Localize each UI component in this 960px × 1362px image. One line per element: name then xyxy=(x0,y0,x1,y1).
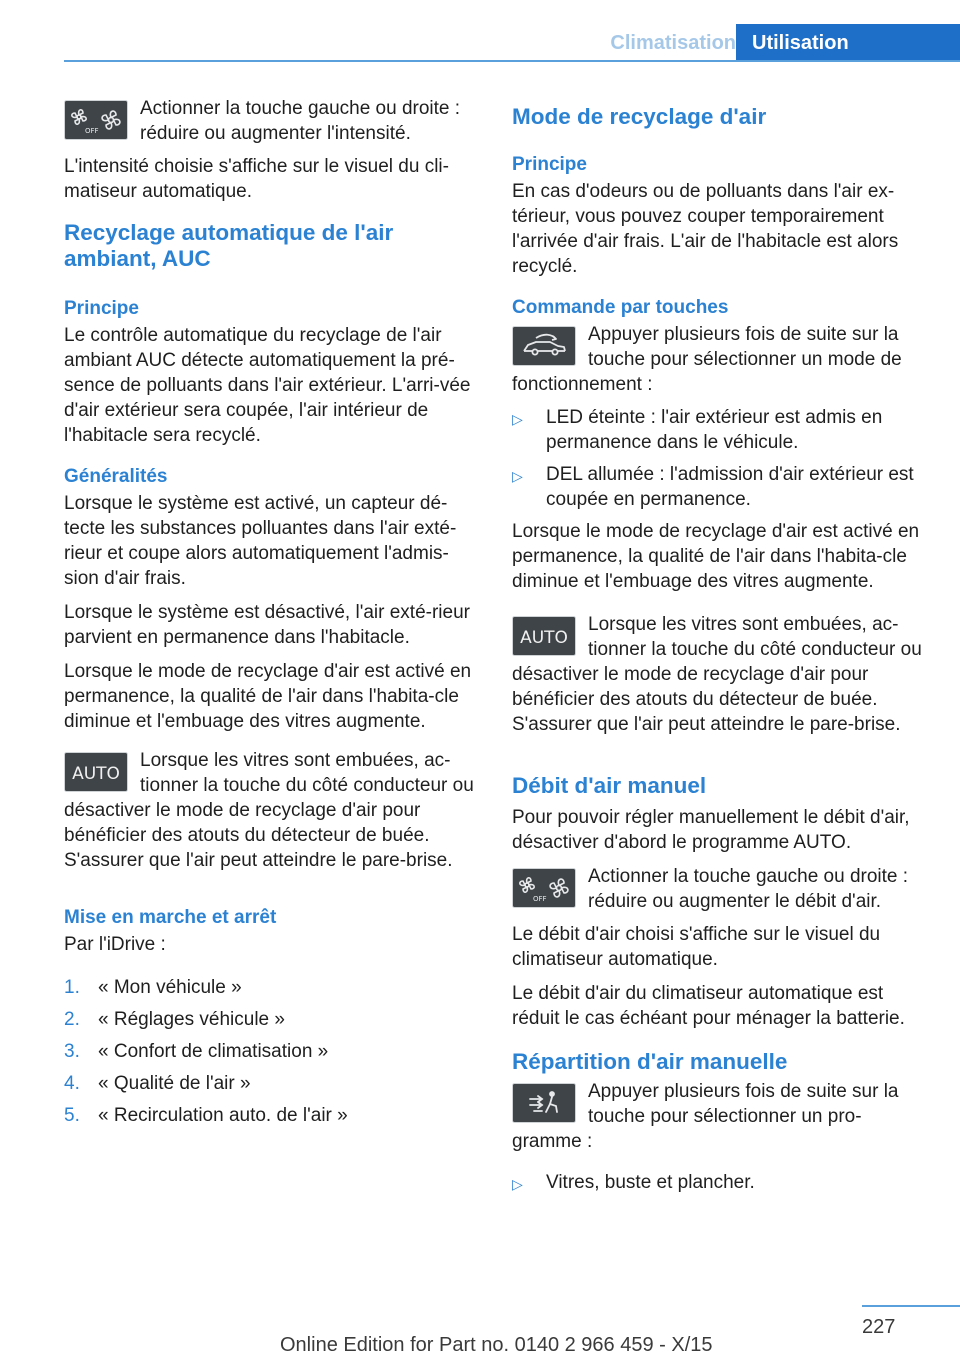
svg-text:OFF: OFF xyxy=(533,895,547,903)
manual-airflow-text: Pour pouvoir régler manuellement le débit d'air, désactiver d'abord le programme AUTO. xyxy=(512,807,910,853)
air-distribution-button-icon xyxy=(512,1083,576,1123)
manual-distribution-heading: Répartition d'air manuelle xyxy=(512,1049,788,1074)
auc-principe-heading: Principe xyxy=(64,298,139,319)
svg-text:OFF: OFF xyxy=(85,127,99,135)
generalites-heading: Généralités xyxy=(64,466,168,487)
commande-heading: Commande par touches xyxy=(512,297,729,318)
left-column xyxy=(64,96,476,1135)
fan-airflow-text: Actionner la touche gauche ou droite : réduire ou augmenter le débit d'air. xyxy=(588,866,909,912)
fan-intensity-text: Actionner la touche gauche ou droite : réduire ou augmenter l'intensité. xyxy=(140,98,461,144)
auc-principe-text: Le contrôle automatique du recyclage de l'air ambiant AUC détecte automatiquement la pré-sence de polluants dans l'air extérieur. L'arri-vée d'air extérieur sera coupée, l'air intérieur de l'habitacle sera recyclé. xyxy=(64,325,471,446)
triangle-bullet-icon: ▷ xyxy=(512,411,523,427)
distribution-program-list xyxy=(512,1170,924,1195)
triangle-bullet-icon: ▷ xyxy=(512,1176,523,1192)
svg-text:AUTO: AUTO xyxy=(520,628,568,648)
auto-button-icon xyxy=(64,752,128,792)
led-state-list xyxy=(512,405,924,512)
idrive-steps-list xyxy=(64,975,476,1128)
header-section-title: Climatisation xyxy=(610,32,736,54)
fan-intensity-block xyxy=(64,96,476,146)
auto-button-block-left xyxy=(64,748,476,873)
recycling-principe-text: En cas d'odeurs ou de polluants dans l'air ex-térieur, vous pouvez couper temporairement l'arrivée d'air frais. L'air de l'habitacle est alors recyclé. xyxy=(512,181,899,277)
idrive-intro-text: Par l'iDrive : xyxy=(64,934,166,955)
svg-text:AUTO: AUTO xyxy=(72,764,120,784)
recycling-principe-heading: Principe xyxy=(512,154,587,175)
recycling-mode-heading: Mode de recyclage d'air xyxy=(512,104,767,129)
idrive-step: 2. « Réglages véhicule » xyxy=(64,1009,285,1030)
recirculation-instruction-text: Appuyer plusieurs fois de suite sur la touche pour sélectionner un mode de fonctionnement : xyxy=(512,324,902,395)
manual-airflow-heading: Débit d'air manuel xyxy=(512,773,707,798)
airflow-display-text: Le débit d'air choisi s'affiche sur le visuel du climatiseur automatique. xyxy=(512,924,881,970)
auto-fogged-windows-text: Lorsque les vitres sont embuées, ac-tionner la touche du côté conducteur ou désactiver le mode de recyclage d'air pour bénéficier des atouts du détecteur de buée. S'assurer que l'air peut atteindre le pare-brise. xyxy=(64,750,474,871)
fan-speed-button-icon xyxy=(64,100,128,140)
fan-airflow-block xyxy=(512,864,924,914)
recirculation-button-icon xyxy=(512,326,576,366)
fan-speed-button-icon xyxy=(512,868,576,908)
auto-button-block-right xyxy=(512,612,924,737)
idrive-step: 3. « Confort de climatisation » xyxy=(64,1041,329,1062)
edition-footer: Online Edition for Part no. 0140 2 966 459 - X/15 xyxy=(280,1334,713,1356)
intensity-display-text: L'intensité choisie s'affiche sur le visuel du cli-matiseur automatique. xyxy=(64,156,449,202)
marche-arret-heading: Mise en marche et arrêt xyxy=(64,907,277,928)
led-state-item: ▷ LED éteinte : l'air extérieur est admis en permanence dans le véhicule. xyxy=(512,407,883,453)
auto-fogged-windows-text-right: Lorsque les vitres sont embuées, ac-tionner la touche du côté conducteur ou désactiver le mode de recyclage d'air pour bénéficier des atouts du détecteur de buée. S'assurer que l'air peut atteindre le pare-brise. xyxy=(512,614,922,735)
header-rule xyxy=(64,60,960,62)
page-number: 227 xyxy=(862,1316,896,1338)
auto-button-icon xyxy=(512,616,576,656)
led-state-item: ▷ DEL allumée : l'admission d'air extérieur est coupée en permanence. xyxy=(512,464,914,510)
idrive-step: 1. « Mon véhicule » xyxy=(64,977,242,998)
generalites-text-1: Lorsque le système est activé, un capteur dé-tecte les substances polluantes dans l'air exté-rieur et coupe alors automatiquement l'admis-sion d'air frais. xyxy=(64,493,457,589)
recirculation-button-block xyxy=(512,322,924,397)
right-column xyxy=(512,96,924,1202)
distribution-instruction-text: Appuyer plusieurs fois de suite sur la touche pour sélectionner un pro-gramme : xyxy=(512,1081,899,1152)
auc-heading: Recyclage automatique de l'air ambiant, AUC xyxy=(64,220,394,271)
header-chapter-tab: Utilisation xyxy=(736,24,960,62)
airflow-battery-text: Le débit d'air du climatiseur automatique est réduit le cas échéant pour ménager la batterie. xyxy=(512,983,905,1029)
generalites-text-2: Lorsque le système est désactivé, l'air exté-rieur parvient en permanence dans l'habitacle. xyxy=(64,602,470,648)
distribution-button-block xyxy=(512,1079,924,1154)
footer-rule xyxy=(862,1305,960,1307)
recycling-quality-text: Lorsque le mode de recyclage d'air est activé en permanence, la qualité de l'air dans l'habita-cle diminue et l'embuage des vitres augmente. xyxy=(512,521,920,592)
idrive-step: 5. « Recirculation auto. de l'air » xyxy=(64,1105,348,1126)
idrive-step: 4. « Qualité de l'air » xyxy=(64,1073,251,1094)
distribution-program-item: ▷ Vitres, buste et plancher. xyxy=(512,1170,924,1195)
page-header xyxy=(64,24,960,62)
triangle-bullet-icon: ▷ xyxy=(512,468,523,484)
generalites-text-3: Lorsque le mode de recyclage d'air est activé en permanence, la qualité de l'air dans l'habita-cle diminue et l'embuage des vitres augmente. xyxy=(64,661,472,732)
